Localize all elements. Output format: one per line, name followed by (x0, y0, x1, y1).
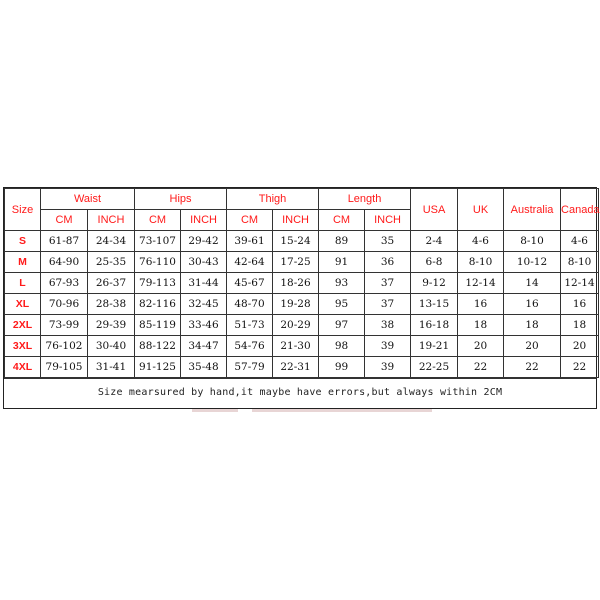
thigh-cm-header: CM (227, 210, 273, 231)
table-row (5, 231, 599, 252)
cell-au: 18 (504, 315, 561, 336)
cell-ca: 16 (561, 294, 599, 315)
cell-usa: 13-15 (411, 294, 458, 315)
cell-usa: 2-4 (411, 231, 458, 252)
cell-length-in: 37 (365, 294, 411, 315)
cell-hips-cm: 76-110 (135, 252, 181, 273)
cell-hips-cm: 82-116 (135, 294, 181, 315)
length-cm-header: CM (319, 210, 365, 231)
cell-length-cm: 98 (319, 336, 365, 357)
australia-header: Australia (504, 189, 561, 231)
cell-uk: 18 (458, 315, 504, 336)
cell-waist-cm: 79-105 (41, 357, 88, 378)
decorative-edge (252, 409, 432, 412)
cell-thigh-cm: 57-79 (227, 357, 273, 378)
cell-au: 14 (504, 273, 561, 294)
cell-waist-cm: 61-87 (41, 231, 88, 252)
cell-length-cm: 97 (319, 315, 365, 336)
cell-waist-in: 25-35 (88, 252, 135, 273)
cell-length-cm: 95 (319, 294, 365, 315)
cell-hips-in: 35-48 (181, 357, 227, 378)
cell-uk: 8-10 (458, 252, 504, 273)
cell-waist-in: 28-38 (88, 294, 135, 315)
cell-waist-in: 29-39 (88, 315, 135, 336)
cell-size: M (5, 252, 41, 273)
cell-hips-cm: 91-125 (135, 357, 181, 378)
cell-hips-in: 33-46 (181, 315, 227, 336)
table-row (5, 315, 599, 336)
cell-size: 2XL (5, 315, 41, 336)
cell-waist-cm: 70-96 (41, 294, 88, 315)
cell-usa: 22-25 (411, 357, 458, 378)
cell-length-cm: 99 (319, 357, 365, 378)
cell-hips-cm: 85-119 (135, 315, 181, 336)
table-row (5, 252, 599, 273)
cell-thigh-in: 21-30 (273, 336, 319, 357)
waist-cm-header: CM (41, 210, 88, 231)
cell-length-cm: 91 (319, 252, 365, 273)
cell-waist-cm: 64-90 (41, 252, 88, 273)
cell-usa: 19-21 (411, 336, 458, 357)
cell-thigh-in: 18-26 (273, 273, 319, 294)
cell-ca: 22 (561, 357, 599, 378)
usa-header: USA (411, 189, 458, 231)
thigh-header: Thigh (227, 189, 319, 210)
cell-waist-cm: 67-93 (41, 273, 88, 294)
cell-thigh-in: 19-28 (273, 294, 319, 315)
cell-length-in: 36 (365, 252, 411, 273)
cell-hips-cm: 79-113 (135, 273, 181, 294)
cell-waist-cm: 73-99 (41, 315, 88, 336)
cell-length-in: 39 (365, 336, 411, 357)
cell-hips-in: 30-43 (181, 252, 227, 273)
length-inch-header: INCH (365, 210, 411, 231)
cell-size: XL (5, 294, 41, 315)
cell-ca: 12-14 (561, 273, 599, 294)
table-row (5, 336, 599, 357)
cell-usa: 16-18 (411, 315, 458, 336)
cell-ca: 18 (561, 315, 599, 336)
cell-waist-cm: 76-102 (41, 336, 88, 357)
cell-uk: 22 (458, 357, 504, 378)
cell-au: 20 (504, 336, 561, 357)
cell-ca: 20 (561, 336, 599, 357)
cell-waist-in: 26-37 (88, 273, 135, 294)
size-chart (3, 187, 600, 409)
table-row (5, 357, 599, 378)
cell-thigh-cm: 51-73 (227, 315, 273, 336)
waist-inch-header: INCH (88, 210, 135, 231)
cell-uk: 16 (458, 294, 504, 315)
cell-ca: 8-10 (561, 252, 599, 273)
cell-length-in: 37 (365, 273, 411, 294)
waist-header: Waist (41, 189, 135, 210)
table-row (5, 294, 599, 315)
cell-size: 4XL (5, 357, 41, 378)
cell-hips-in: 31-44 (181, 273, 227, 294)
cell-uk: 4-6 (458, 231, 504, 252)
cell-waist-in: 30-40 (88, 336, 135, 357)
cell-au: 10-12 (504, 252, 561, 273)
cell-length-cm: 89 (319, 231, 365, 252)
cell-thigh-cm: 54-76 (227, 336, 273, 357)
length-header: Length (319, 189, 411, 210)
cell-uk: 20 (458, 336, 504, 357)
thigh-inch-header: INCH (273, 210, 319, 231)
cell-hips-cm: 88-122 (135, 336, 181, 357)
cell-thigh-in: 17-25 (273, 252, 319, 273)
cell-thigh-cm: 42-64 (227, 252, 273, 273)
cell-length-in: 39 (365, 357, 411, 378)
decorative-edge (192, 409, 238, 412)
cell-waist-in: 24-34 (88, 231, 135, 252)
cell-hips-in: 29-42 (181, 231, 227, 252)
measurement-note: Size mearsured by hand,it maybe have errors,but always within 2CM (4, 378, 596, 409)
cell-length-in: 35 (365, 231, 411, 252)
cell-hips-in: 32-45 (181, 294, 227, 315)
cell-thigh-in: 22-31 (273, 357, 319, 378)
uk-header: UK (458, 189, 504, 231)
hips-cm-header: CM (135, 210, 181, 231)
cell-usa: 6-8 (411, 252, 458, 273)
cell-ca: 4-6 (561, 231, 599, 252)
cell-thigh-cm: 39-61 (227, 231, 273, 252)
cell-au: 8-10 (504, 231, 561, 252)
cell-size: 3XL (5, 336, 41, 357)
cell-length-in: 38 (365, 315, 411, 336)
cell-thigh-cm: 45-67 (227, 273, 273, 294)
hips-header: Hips (135, 189, 227, 210)
cell-au: 22 (504, 357, 561, 378)
cell-waist-in: 31-41 (88, 357, 135, 378)
cell-size: L (5, 273, 41, 294)
cell-thigh-in: 20-29 (273, 315, 319, 336)
table-row (5, 273, 599, 294)
cell-au: 16 (504, 294, 561, 315)
cell-hips-in: 34-47 (181, 336, 227, 357)
cell-length-cm: 93 (319, 273, 365, 294)
cell-uk: 12-14 (458, 273, 504, 294)
cell-hips-cm: 73-107 (135, 231, 181, 252)
hips-inch-header: INCH (181, 210, 227, 231)
cell-size: S (5, 231, 41, 252)
cell-thigh-in: 15-24 (273, 231, 319, 252)
cell-usa: 9-12 (411, 273, 458, 294)
canada-header: Canada (561, 189, 599, 231)
cell-thigh-cm: 48-70 (227, 294, 273, 315)
size-header: Size (5, 189, 41, 231)
size-table (4, 188, 599, 378)
